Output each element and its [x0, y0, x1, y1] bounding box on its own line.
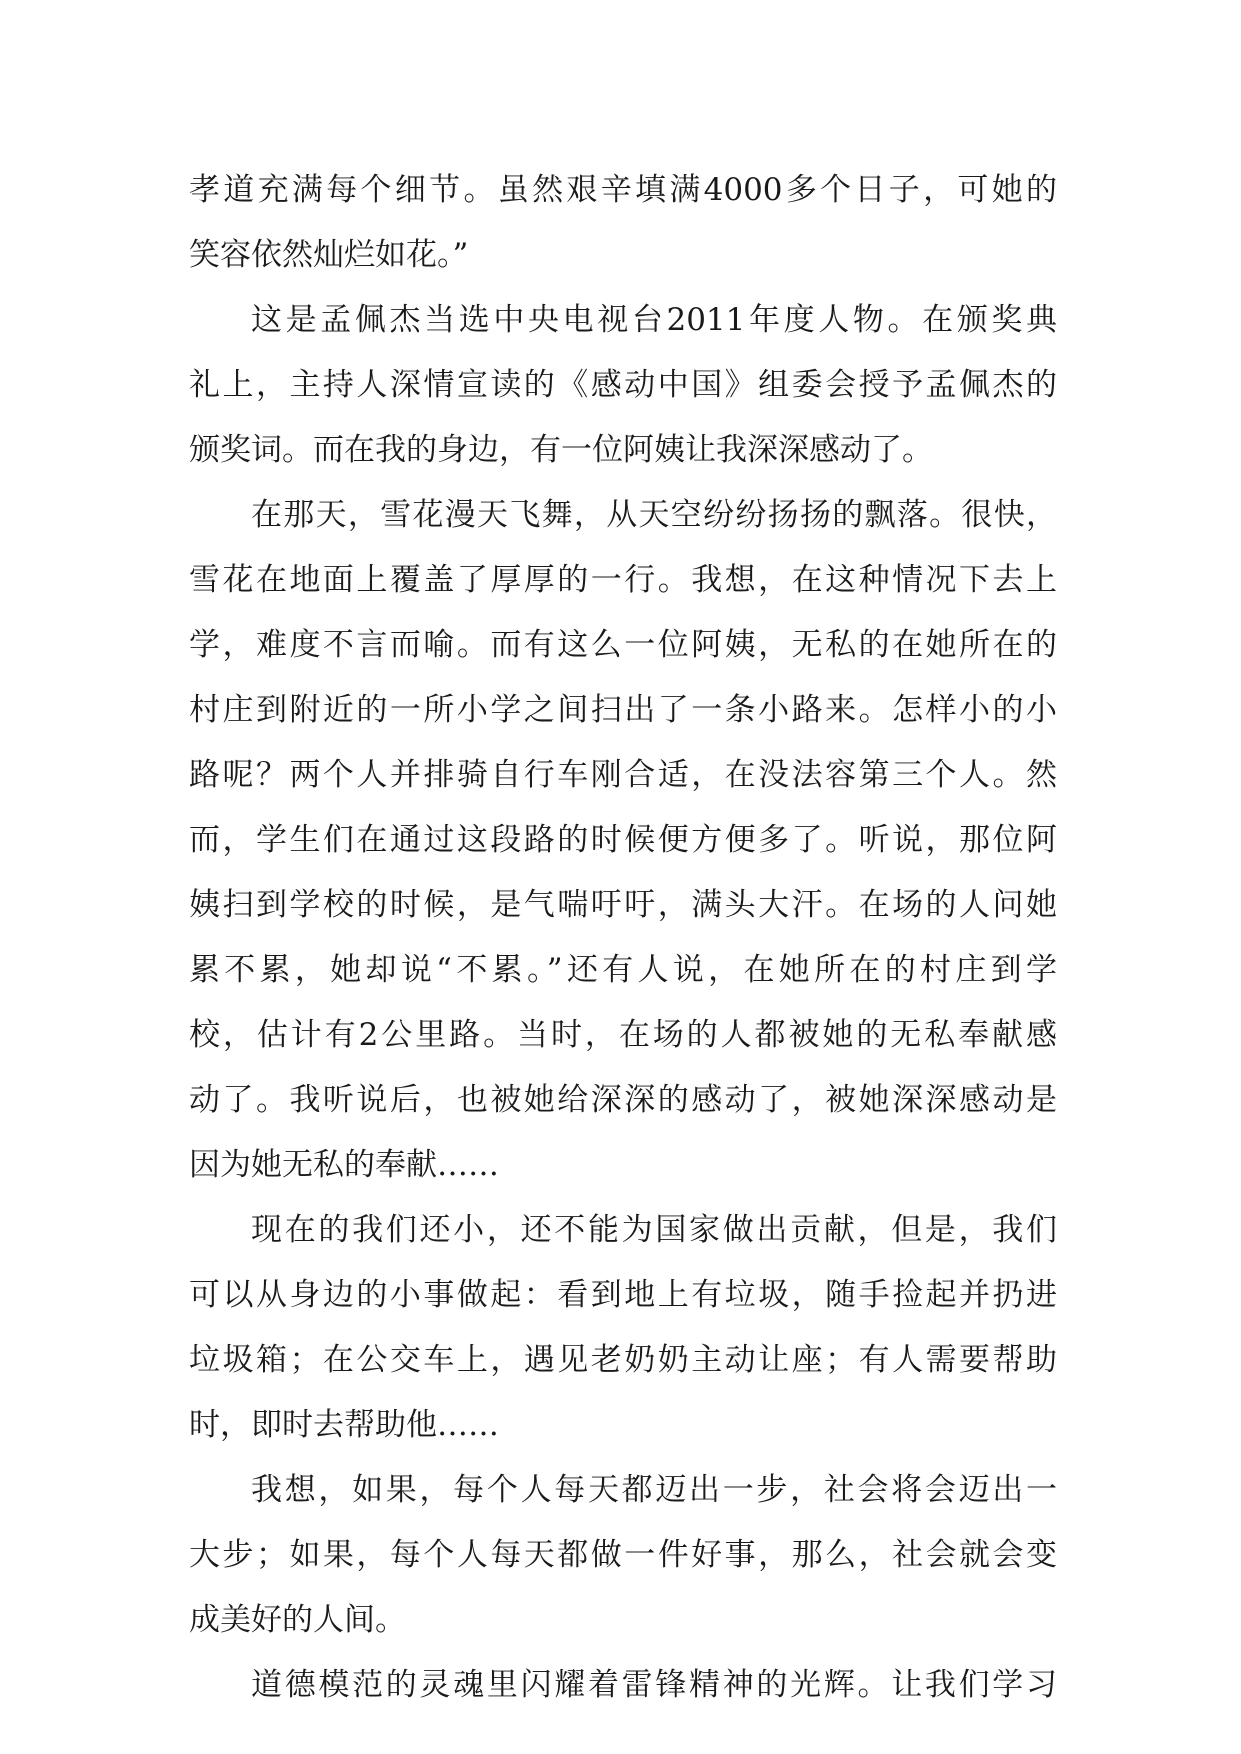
- paragraph-start-line: 在那天，雪花漫天飞舞，从天空纷纷扬扬的飘落。很快，: [251, 497, 1057, 533]
- paragraph-start-line: 现在的我们还小，还不能为国家做出贡献，但是，我们: [251, 1212, 1057, 1248]
- text-line: 累不累，她却说“不累。”还有人说，在她所在的村庄到学: [189, 952, 1057, 988]
- text-line: 大步；如果，每个人每天都做一件好事，那么，社会就会变: [189, 1537, 1057, 1573]
- text-line: 路呢？两个人并排骑自行车刚合适，在没法容第三个人。然: [189, 757, 1057, 793]
- text-line: 而，学生们在通过这段路的时候便方便多了。听说，那位阿: [189, 822, 1057, 858]
- text-line: 时，即时去帮助他……: [189, 1407, 499, 1443]
- paragraph-start-line: 这是孟佩杰当选中央电视台2011年度人物。在颁奖典: [251, 302, 1057, 338]
- text-line: 孝道充满每个细节。虽然艰辛填满4000多个日子，可她的: [189, 172, 1057, 208]
- text-line: 雪花在地面上覆盖了厚厚的一行。我想，在这种情况下去上: [189, 562, 1057, 598]
- text-line: 垃圾箱；在公交车上，遇见老奶奶主动让座；有人需要帮助: [189, 1342, 1057, 1378]
- essay-body: [189, 158, 1057, 1718]
- paragraph-start-line: 道德模范的灵魂里闪耀着雷锋精神的光辉。让我们学习: [251, 1667, 1057, 1703]
- text-line: 学，难度不言而喻。而有这么一位阿姨，无私的在她所在的: [189, 627, 1057, 663]
- text-line: 颁奖词。而在我的身边，有一位阿姨让我深深感动了。: [189, 432, 933, 468]
- text-line: 礼上，主持人深情宣读的《感动中国》组委会授予孟佩杰的: [189, 367, 1057, 403]
- text-line: 姨扫到学校的时候，是气喘吁吁，满头大汗。在场的人问她: [189, 887, 1057, 923]
- text-line: 动了。我听说后，也被她给深深的感动了，被她深深感动是: [189, 1082, 1057, 1118]
- text-line: 村庄到附近的一所小学之间扫出了一条小路来。怎样小的小: [189, 692, 1057, 728]
- text-line: 笑容依然灿烂如花。”: [189, 237, 469, 273]
- text-line: 因为她无私的奉献……: [189, 1147, 499, 1183]
- text-line: 校，估计有2公里路。当时，在场的人都被她的无私奉献感: [189, 1017, 1057, 1053]
- text-line: 可以从身边的小事做起：看到地上有垃圾，随手捡起并扔进: [189, 1277, 1057, 1313]
- text-line: 成美好的人间。: [189, 1602, 406, 1638]
- paragraph-start-line: 我想，如果，每个人每天都迈出一步，社会将会迈出一: [251, 1472, 1057, 1508]
